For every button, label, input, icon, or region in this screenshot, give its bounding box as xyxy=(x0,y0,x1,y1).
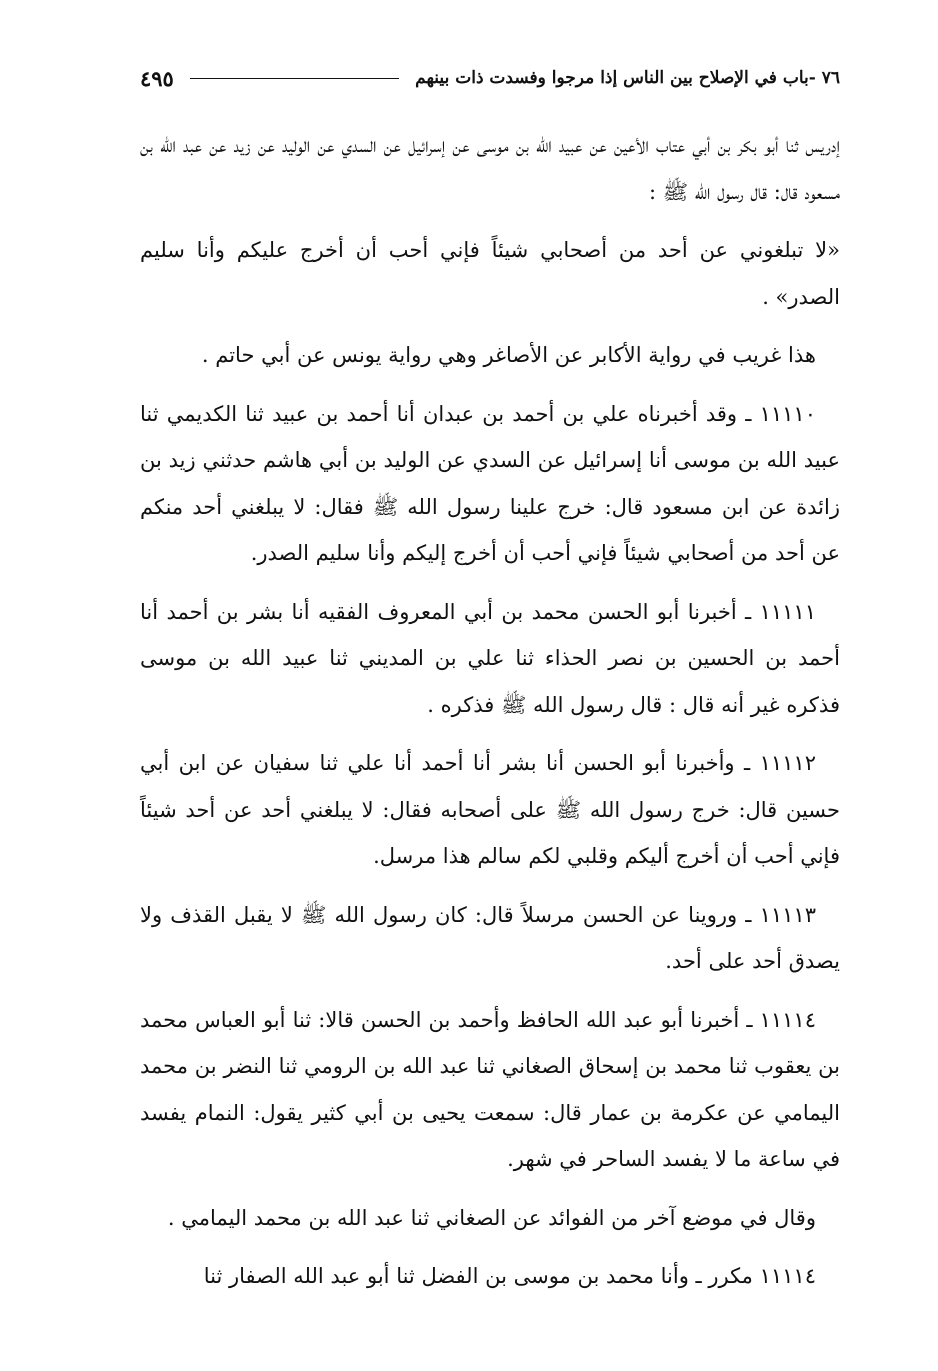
paragraph-note: وقال في موضع آخر من الفوائد عن الصغاني ثنا عبد الله بن محمد اليمامي . xyxy=(167,1205,816,1230)
page-header xyxy=(140,58,840,98)
paragraph-comment: هذا غريب في رواية الأكابر عن الأصاغر وهي رواية يونس عن أبي حاتم . xyxy=(201,343,816,367)
paragraph-quote: «لا تبلغوني عن أحد من أصحابي شيئاً فإني أحب أن أخرج عليكم وأنا سليم الصدر» . xyxy=(140,238,840,309)
page-body xyxy=(140,122,840,1312)
paragraph-continuation: إدريس ثنا أبو بكر بن أبي عتاب الأعين عن عبيد الله بن موسى عن إسرائيل عن السدي عن الوليد عن زيد عن عبد الله بن مسعود قال: قال رسول الله ﷺ : xyxy=(140,133,840,204)
header-rule xyxy=(190,78,399,79)
paragraph-hadith-11113: ١١١١٣ ـ وروينا عن الحسن مرسلاً قال: كان رسول الله ﷺ لا يقبل القذف ولا يصدق أحد على أحد. xyxy=(140,902,840,973)
chapter-title: ٧٦ -باب في الإصلاح بين الناس إذا مرجوا وفسدت ذات بينهم xyxy=(415,68,840,88)
paragraph-hadith-11110: ١١١١٠ ـ وقد أخبرناه علي بن أحمد بن عبدان أنا أحمد بن عبيد ثنا الكديمي ثنا عبيد الله بن موسى أنا إسرائيل عن السدي عن الوليد بن أبي هاشم حدثني زيد بن زائدة عن ابن مسعود قال: خرج علينا رسول الله ﷺ فقال: لا يبلغني أحد منكم عن أحد من أصحابي شيئاً فإني أحب أن أخرج إليكم وأنا سليم الصدر. xyxy=(140,401,840,565)
paragraph-hadith-11114-repeat: ١١١١٤ مكرر ـ وأنا محمد بن موسى بن الفضل ثنا أبو عبد الله الصفار ثنا xyxy=(203,1264,816,1288)
page-number: ٤٩٥ xyxy=(140,65,174,91)
paragraph-hadith-11112: ١١١١٢ ـ وأخبرنا أبو الحسن أنا بشر أنا أحمد أنا علي ثنا سفيان عن ابن أبي حسين قال: خرج رسول الله ﷺ على أصحابه فقال: لا يبلغني أحد عن أحد شيئاً فإني أحب أن أخرج أليكم وقلبي لكم سالم هذا مرسل. xyxy=(140,751,840,868)
paragraph-hadith-11114: ١١١١٤ ـ أخبرنا أبو عبد الله الحافظ وأحمد بن الحسن قالا: ثنا أبو العباس محمد بن يعقوب ثنا محمد بن إسحاق الصغاني ثنا عبد الله بن الرومي ثنا النضر بن محمد اليمامي عن عكرمة بن عمار قال: سمعت يحيى بن أبي كثير يقول: النمام يفسد في ساعة ما لا يفسد الساحر في شهر. xyxy=(140,1007,840,1171)
paragraph-hadith-11111: ١١١١١ ـ أخبرنا أبو الحسن محمد بن أبي المعروف الفقيه أنا بشر بن أحمد أنا أحمد بن الحسين بن نصر الحذاء ثنا علي بن المديني ثنا عبيد الله بن موسى فذكره غير أنه قال : قال رسول الله ﷺ فذكره . xyxy=(140,599,840,717)
